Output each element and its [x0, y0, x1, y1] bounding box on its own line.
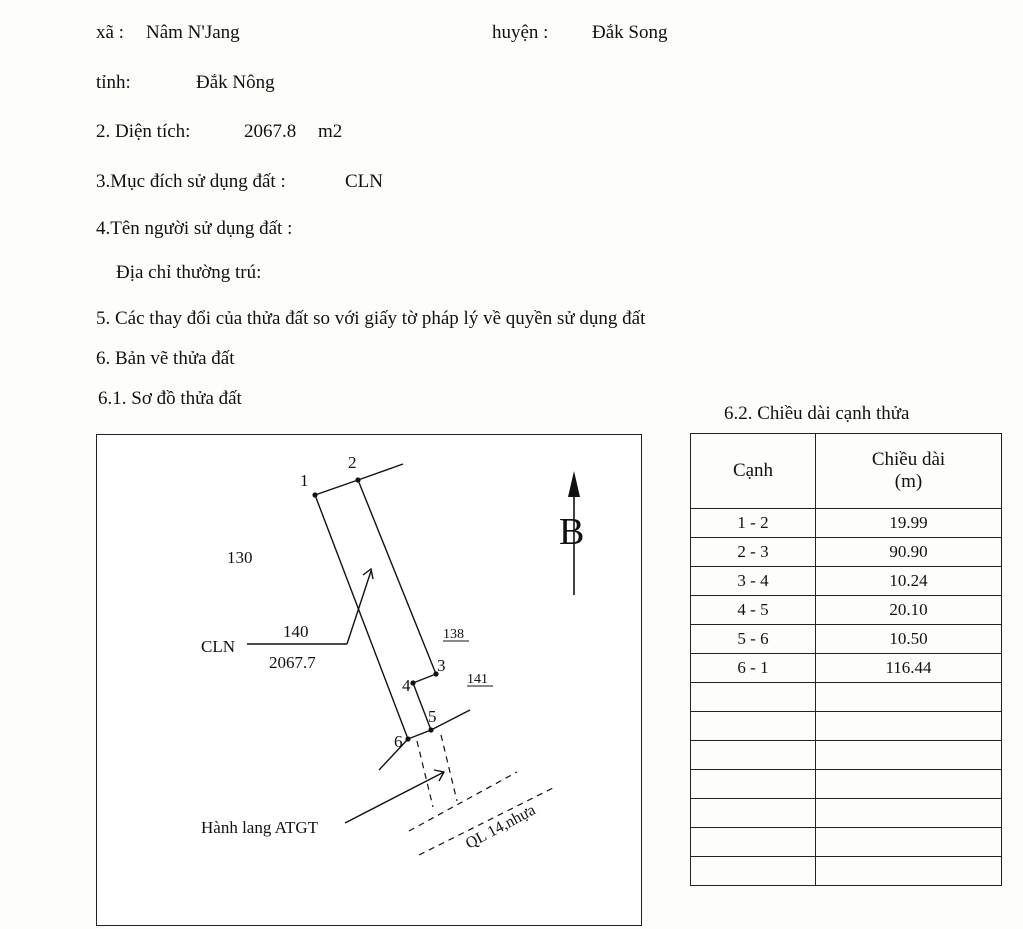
neighbor-parcel-138: 138 — [443, 627, 464, 642]
table-title: 6.2. Chiều dài cạnh thửa — [724, 403, 910, 424]
length-cell — [816, 828, 1002, 857]
edge-cell — [691, 857, 816, 886]
edge-cell — [691, 741, 816, 770]
edge-cell — [691, 770, 816, 799]
changes-label: 5. Các thay đổi của thửa đất so với giấy tờ pháp lý về quyền sử dụng đất — [96, 308, 646, 329]
edge-cell: 3 - 4 — [691, 567, 816, 596]
corridor-callout-line — [345, 772, 444, 823]
callout-arrowhead — [363, 569, 373, 579]
purpose-label: 3.Mục đích sử dụng đất : — [96, 171, 286, 192]
table-row — [691, 741, 1002, 770]
corridor-arrowhead — [434, 770, 444, 781]
district-label: huyện : — [492, 22, 549, 43]
point-3-label: 3 — [437, 656, 446, 675]
owner-label: 4.Tên người sử dụng đất : — [96, 218, 293, 239]
parcel-number-label: 140 — [283, 622, 309, 641]
edge-5-6 — [408, 730, 431, 739]
area-value: 2067.8 — [244, 121, 297, 142]
table-body — [691, 509, 1002, 886]
edge-cell: 4 - 5 — [691, 596, 816, 625]
purpose-value: CLN — [345, 171, 383, 192]
point-2-dot — [355, 477, 360, 482]
point-4-dot — [410, 680, 415, 685]
table-row — [691, 770, 1002, 799]
length-cell: 10.50 — [816, 625, 1002, 654]
province-value: Đắk Nông — [196, 72, 275, 93]
point-5-dot — [428, 727, 433, 732]
edge-cell — [691, 828, 816, 857]
north-arrow-icon — [568, 471, 580, 497]
boundary-extension-top — [358, 464, 403, 480]
header-edge: Cạnh — [691, 434, 816, 509]
district-value: Đắk Song — [592, 22, 668, 43]
length-cell — [816, 799, 1002, 828]
table-row — [691, 683, 1002, 712]
point-4-label: 4 — [402, 676, 411, 695]
corridor-label: Hành lang ATGT — [201, 818, 319, 837]
road-edge-lower — [419, 787, 555, 855]
table-header-row — [691, 434, 1002, 509]
table-row — [691, 509, 1002, 538]
commune-label: xã : — [96, 22, 124, 43]
table-row — [691, 538, 1002, 567]
point-1-label: 1 — [300, 471, 309, 490]
length-cell — [816, 770, 1002, 799]
length-cell: 10.24 — [816, 567, 1002, 596]
table-row — [691, 828, 1002, 857]
area-label: 2. Diện tích: — [96, 121, 191, 142]
road-label: QL 14,nhựa — [462, 801, 539, 853]
table-row — [691, 799, 1002, 828]
address-label: Địa chỉ thường trú: — [116, 262, 262, 283]
parcel-type-label: CLN — [201, 637, 235, 656]
point-6-label: 6 — [394, 732, 403, 751]
table-row — [691, 857, 1002, 886]
neighbor-parcel-141: 141 — [467, 672, 488, 687]
length-cell — [816, 741, 1002, 770]
length-cell — [816, 857, 1002, 886]
area-unit: m2 — [318, 121, 343, 142]
length-cell: 20.10 — [816, 596, 1002, 625]
province-label: tỉnh: — [96, 72, 131, 93]
drawing-label: 6. Bản vẽ thửa đất — [96, 348, 235, 369]
length-cell: 116.44 — [816, 654, 1002, 683]
length-cell: 90.90 — [816, 538, 1002, 567]
point-6-dot — [405, 736, 410, 741]
corridor-dash-left — [417, 741, 433, 807]
point-2-label: 2 — [348, 453, 357, 472]
table-row — [691, 625, 1002, 654]
corridor-dash-right — [441, 735, 457, 801]
edge-cell: 6 - 1 — [691, 654, 816, 683]
header-length — [816, 434, 1002, 509]
edge-cell: 5 - 6 — [691, 625, 816, 654]
edge-cell — [691, 799, 816, 828]
point-5-label: 5 — [428, 707, 437, 726]
edge-cell: 2 - 3 — [691, 538, 816, 567]
edge-1-2 — [315, 480, 358, 495]
boundary-extension-right — [431, 710, 470, 730]
neighbor-parcel-130: 130 — [227, 548, 253, 567]
edge-cell — [691, 712, 816, 741]
table-row — [691, 596, 1002, 625]
edge-length-table — [690, 433, 1002, 886]
point-1-dot — [312, 492, 317, 497]
table-row — [691, 654, 1002, 683]
edge-6-1 — [315, 495, 408, 739]
header-length-line2: (m) — [894, 471, 923, 492]
table-row — [691, 567, 1002, 596]
parcel-sketch-svg — [97, 435, 643, 927]
parcel-sketch — [96, 434, 642, 926]
commune-value: Nâm N'Jang — [146, 22, 240, 43]
edge-cell — [691, 683, 816, 712]
edge-3-4 — [413, 674, 436, 683]
length-cell — [816, 683, 1002, 712]
length-cell — [816, 712, 1002, 741]
header-length-line1: Chiều dài — [871, 449, 946, 470]
table-row — [691, 712, 1002, 741]
sketch-title: 6.1. Sơ đồ thửa đất — [98, 388, 242, 409]
north-label: B — [559, 511, 585, 553]
length-cell: 19.99 — [816, 509, 1002, 538]
parcel-area-label: 2067.7 — [269, 653, 316, 672]
edge-cell: 1 - 2 — [691, 509, 816, 538]
